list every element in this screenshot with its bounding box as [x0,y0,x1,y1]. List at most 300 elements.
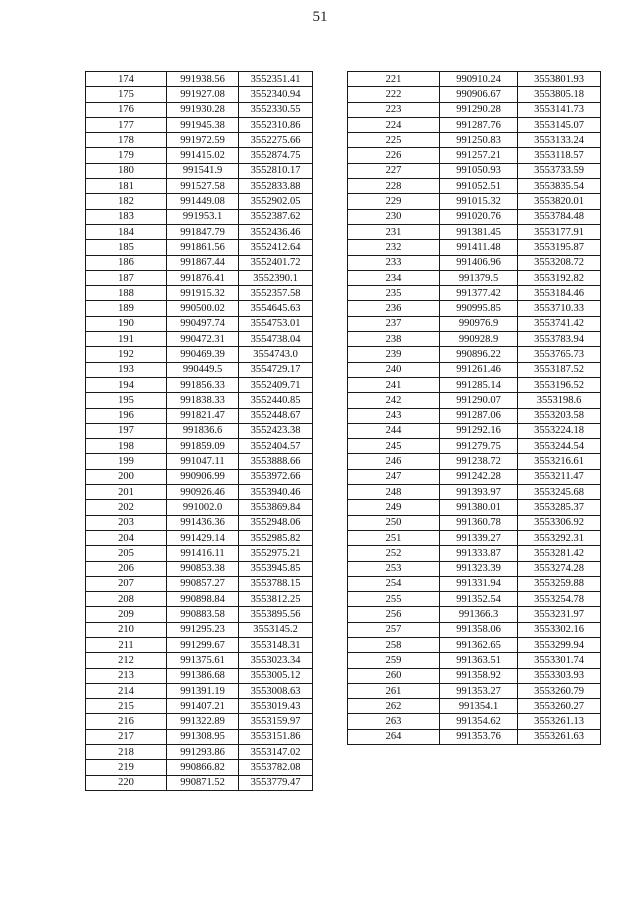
y-coordinate-cell: 3553301.74 [518,653,601,668]
x-coordinate-cell: 991406.96 [440,255,518,270]
table-row [348,454,601,469]
point-number-cell: 174 [86,72,167,87]
table-row [86,530,313,545]
point-number-cell: 183 [86,209,167,224]
table-row [86,561,313,576]
x-coordinate-cell: 991323.39 [440,561,518,576]
table-row [86,332,313,347]
x-coordinate-cell: 990866.82 [167,760,239,775]
y-coordinate-cell: 3553147.02 [239,745,313,760]
y-coordinate-cell: 3552874.75 [239,148,313,163]
y-coordinate-cell: 3553895.56 [239,607,313,622]
y-coordinate-cell: 3552423.38 [239,423,313,438]
x-coordinate-cell: 991250.83 [440,133,518,148]
point-number-cell: 179 [86,148,167,163]
point-number-cell: 230 [348,209,440,224]
point-number-cell: 235 [348,286,440,301]
point-number-cell: 254 [348,576,440,591]
x-coordinate-cell: 991379.5 [440,270,518,285]
y-coordinate-cell: 3553192.82 [518,270,601,285]
point-number-cell: 252 [348,546,440,561]
table-row [348,500,601,515]
point-number-cell: 241 [348,377,440,392]
x-coordinate-cell: 991861.56 [167,240,239,255]
table-row [348,576,601,591]
y-coordinate-cell: 3552412.64 [239,240,313,255]
point-number-cell: 192 [86,347,167,362]
table-row [348,683,601,698]
point-number-cell: 201 [86,485,167,500]
table-row [86,408,313,423]
y-coordinate-cell: 3553224.18 [518,423,601,438]
y-coordinate-cell: 3553244.54 [518,439,601,454]
table-row [86,576,313,591]
y-coordinate-cell: 3552310.86 [239,117,313,132]
y-coordinate-cell: 3553260.27 [518,699,601,714]
y-coordinate-cell: 3552436.46 [239,224,313,239]
point-number-cell: 195 [86,393,167,408]
table-row [348,622,601,637]
x-coordinate-cell: 991449.08 [167,194,239,209]
point-number-cell: 188 [86,286,167,301]
table-row [86,454,313,469]
x-coordinate-cell: 991381.45 [440,224,518,239]
y-coordinate-cell: 3552440.85 [239,393,313,408]
table-row [86,163,313,178]
x-coordinate-cell: 991393.97 [440,485,518,500]
point-number-cell: 210 [86,622,167,637]
point-number-cell: 233 [348,255,440,270]
table-row [86,423,313,438]
table-row [348,362,601,377]
y-coordinate-cell: 3553940.46 [239,485,313,500]
y-coordinate-cell: 3553779.47 [239,775,313,790]
y-coordinate-cell: 3553198.6 [518,393,601,408]
point-number-cell: 175 [86,87,167,102]
point-number-cell: 197 [86,423,167,438]
table-row [86,286,313,301]
y-coordinate-cell: 3553765.73 [518,347,601,362]
table-row [86,485,313,500]
table-row [348,240,601,255]
y-coordinate-cell: 3553008.63 [239,683,313,698]
point-number-cell: 219 [86,760,167,775]
x-coordinate-cell: 991331.94 [440,576,518,591]
point-number-cell: 232 [348,240,440,255]
point-number-cell: 240 [348,362,440,377]
y-coordinate-cell: 3553254.78 [518,592,601,607]
table-row [86,683,313,698]
point-number-cell: 212 [86,653,167,668]
point-number-cell: 181 [86,179,167,194]
table-row [86,607,313,622]
y-coordinate-cell: 3553782.08 [239,760,313,775]
x-coordinate-cell: 990472.31 [167,332,239,347]
table-row [348,546,601,561]
x-coordinate-cell: 991429.14 [167,530,239,545]
x-coordinate-cell: 991377.42 [440,286,518,301]
table-row [348,423,601,438]
x-coordinate-cell: 991407.21 [167,699,239,714]
point-number-cell: 228 [348,179,440,194]
coordinates-table-left [85,71,313,791]
y-coordinate-cell: 3554729.17 [239,362,313,377]
point-number-cell: 198 [86,439,167,454]
table-row [348,148,601,163]
point-number-cell: 204 [86,530,167,545]
table-row [348,530,601,545]
x-coordinate-cell: 991366.3 [440,607,518,622]
x-coordinate-cell: 991415.02 [167,148,239,163]
point-number-cell: 184 [86,224,167,239]
point-number-cell: 213 [86,668,167,683]
y-coordinate-cell: 3553784.48 [518,209,601,224]
point-number-cell: 251 [348,530,440,545]
y-coordinate-cell: 3553259.88 [518,576,601,591]
y-coordinate-cell: 3553145.07 [518,117,601,132]
table-row [86,362,313,377]
y-coordinate-cell: 3553285.37 [518,500,601,515]
x-coordinate-cell: 991050.93 [440,163,518,178]
y-coordinate-cell: 3552390.1 [239,270,313,285]
y-coordinate-cell: 3553184.46 [518,286,601,301]
y-coordinate-cell: 3554743.0 [239,347,313,362]
x-coordinate-cell: 991836.6 [167,423,239,438]
table-row [348,102,601,117]
point-number-cell: 182 [86,194,167,209]
point-number-cell: 263 [348,714,440,729]
y-coordinate-cell: 3553211.47 [518,469,601,484]
x-coordinate-cell: 991358.92 [440,668,518,683]
y-coordinate-cell: 3552330.55 [239,102,313,117]
x-coordinate-cell: 990871.52 [167,775,239,790]
y-coordinate-cell: 3553148.31 [239,637,313,652]
y-coordinate-cell: 3553187.52 [518,362,601,377]
x-coordinate-cell: 991856.33 [167,377,239,392]
y-coordinate-cell: 3552340.94 [239,87,313,102]
point-number-cell: 189 [86,301,167,316]
y-coordinate-cell: 3553274.28 [518,561,601,576]
x-coordinate-cell: 990928.9 [440,332,518,347]
y-coordinate-cell: 3553801.93 [518,72,601,87]
table-row [86,133,313,148]
y-coordinate-cell: 3553299.94 [518,637,601,652]
y-coordinate-cell: 3553788.15 [239,576,313,591]
point-number-cell: 222 [348,87,440,102]
x-coordinate-cell: 991047.11 [167,454,239,469]
table-row [86,179,313,194]
point-number-cell: 202 [86,500,167,515]
point-number-cell: 214 [86,683,167,698]
point-number-cell: 207 [86,576,167,591]
table-row [348,270,601,285]
x-coordinate-cell: 990906.99 [167,469,239,484]
point-number-cell: 229 [348,194,440,209]
x-coordinate-cell: 991002.0 [167,500,239,515]
point-number-cell: 262 [348,699,440,714]
y-coordinate-cell: 3552351.41 [239,72,313,87]
x-coordinate-cell: 991279.75 [440,439,518,454]
point-number-cell: 244 [348,423,440,438]
point-number-cell: 205 [86,546,167,561]
point-number-cell: 190 [86,316,167,331]
x-coordinate-cell: 991308.95 [167,729,239,744]
x-coordinate-cell: 991353.76 [440,729,518,744]
x-coordinate-cell: 991015.32 [440,194,518,209]
table-row [86,224,313,239]
table-row [86,209,313,224]
table-row [348,347,601,362]
x-coordinate-cell: 990449.5 [167,362,239,377]
x-coordinate-cell: 991290.07 [440,393,518,408]
x-coordinate-cell: 990906.67 [440,87,518,102]
table-row [86,393,313,408]
y-coordinate-cell: 3553208.72 [518,255,601,270]
x-coordinate-cell: 991333.87 [440,546,518,561]
x-coordinate-cell: 990896.22 [440,347,518,362]
x-coordinate-cell: 990995.85 [440,301,518,316]
table-row [348,592,601,607]
point-number-cell: 245 [348,439,440,454]
table-row [348,469,601,484]
x-coordinate-cell: 991867.44 [167,255,239,270]
point-number-cell: 196 [86,408,167,423]
y-coordinate-cell: 3553231.97 [518,607,601,622]
x-coordinate-cell: 991527.58 [167,179,239,194]
y-coordinate-cell: 3553023.34 [239,653,313,668]
y-coordinate-cell: 3553292.31 [518,530,601,545]
point-number-cell: 203 [86,515,167,530]
page-number: 51 [312,9,328,25]
y-coordinate-cell: 3553151.86 [239,729,313,744]
y-coordinate-cell: 3552448.67 [239,408,313,423]
point-number-cell: 238 [348,332,440,347]
x-coordinate-cell: 991386.68 [167,668,239,683]
y-coordinate-cell: 3552404.57 [239,439,313,454]
table-row [86,500,313,515]
point-number-cell: 231 [348,224,440,239]
x-coordinate-cell: 990910.24 [440,72,518,87]
point-number-cell: 206 [86,561,167,576]
point-number-cell: 249 [348,500,440,515]
coordinates-table-right [347,71,601,745]
table-row [86,240,313,255]
y-coordinate-cell: 3553835.54 [518,179,601,194]
x-coordinate-cell: 991541.9 [167,163,239,178]
x-coordinate-cell: 991411.48 [440,240,518,255]
y-coordinate-cell: 3554738.04 [239,332,313,347]
y-coordinate-cell: 3553710.33 [518,301,601,316]
x-coordinate-cell: 991927.08 [167,87,239,102]
y-coordinate-cell: 3552833.88 [239,179,313,194]
point-number-cell: 250 [348,515,440,530]
x-coordinate-cell: 991391.19 [167,683,239,698]
y-coordinate-cell: 3553805.18 [518,87,601,102]
point-number-cell: 176 [86,102,167,117]
table-row [348,224,601,239]
x-coordinate-cell: 991290.28 [440,102,518,117]
point-number-cell: 225 [348,133,440,148]
x-coordinate-cell: 991285.14 [440,377,518,392]
point-number-cell: 191 [86,332,167,347]
y-coordinate-cell: 3553303.93 [518,668,601,683]
table-row [86,699,313,714]
y-coordinate-cell: 3553141.73 [518,102,601,117]
table-row [348,133,601,148]
y-coordinate-cell: 3553145.2 [239,622,313,637]
y-coordinate-cell: 3553019.43 [239,699,313,714]
y-coordinate-cell: 3553945.85 [239,561,313,576]
table-row [348,72,601,87]
y-coordinate-cell: 3552810.17 [239,163,313,178]
x-coordinate-cell: 991353.27 [440,683,518,698]
y-coordinate-cell: 3553196.52 [518,377,601,392]
x-coordinate-cell: 990469.39 [167,347,239,362]
y-coordinate-cell: 3553972.66 [239,469,313,484]
table-row [348,699,601,714]
point-number-cell: 217 [86,729,167,744]
y-coordinate-cell: 3553005.12 [239,668,313,683]
table-row [348,515,601,530]
x-coordinate-cell: 990883.58 [167,607,239,622]
x-coordinate-cell: 991375.61 [167,653,239,668]
x-coordinate-cell: 991242.28 [440,469,518,484]
point-number-cell: 224 [348,117,440,132]
table-row [348,163,601,178]
x-coordinate-cell: 990853.38 [167,561,239,576]
table-row [348,485,601,500]
point-number-cell: 261 [348,683,440,698]
y-coordinate-cell: 3552275.66 [239,133,313,148]
x-coordinate-cell: 991261.46 [440,362,518,377]
table-row [348,179,601,194]
x-coordinate-cell: 991322.89 [167,714,239,729]
table-row [348,255,601,270]
y-coordinate-cell: 3554645.63 [239,301,313,316]
y-coordinate-cell: 3553203.58 [518,408,601,423]
table-row [86,270,313,285]
y-coordinate-cell: 3553281.42 [518,546,601,561]
y-coordinate-cell: 3553159.97 [239,714,313,729]
y-coordinate-cell: 3552409.71 [239,377,313,392]
x-coordinate-cell: 991876.41 [167,270,239,285]
y-coordinate-cell: 3553195.87 [518,240,601,255]
point-number-cell: 247 [348,469,440,484]
x-coordinate-cell: 991362.65 [440,637,518,652]
y-coordinate-cell: 3552948.06 [239,515,313,530]
table-row [86,301,313,316]
table-row [86,637,313,652]
y-coordinate-cell: 3553118.57 [518,148,601,163]
point-number-cell: 194 [86,377,167,392]
y-coordinate-cell: 3553741.42 [518,316,601,331]
x-coordinate-cell: 991380.01 [440,500,518,515]
x-coordinate-cell: 991847.79 [167,224,239,239]
table-row [86,653,313,668]
point-number-cell: 177 [86,117,167,132]
y-coordinate-cell: 3552975.21 [239,546,313,561]
point-number-cell: 243 [348,408,440,423]
point-number-cell: 253 [348,561,440,576]
x-coordinate-cell: 990926.46 [167,485,239,500]
y-coordinate-cell: 3552357.58 [239,286,313,301]
x-coordinate-cell: 990497.74 [167,316,239,331]
table-row [86,377,313,392]
table-row [86,515,313,530]
point-number-cell: 208 [86,592,167,607]
point-number-cell: 199 [86,454,167,469]
point-number-cell: 178 [86,133,167,148]
x-coordinate-cell: 991945.38 [167,117,239,132]
x-coordinate-cell: 991416.11 [167,546,239,561]
table-row [348,87,601,102]
x-coordinate-cell: 990898.84 [167,592,239,607]
x-coordinate-cell: 991052.51 [440,179,518,194]
y-coordinate-cell: 3553888.66 [239,454,313,469]
x-coordinate-cell: 990500.02 [167,301,239,316]
table-row [86,775,313,790]
point-number-cell: 193 [86,362,167,377]
table-row [348,393,601,408]
point-number-cell: 216 [86,714,167,729]
x-coordinate-cell: 991930.28 [167,102,239,117]
table-row [86,546,313,561]
table-row [86,148,313,163]
x-coordinate-cell: 991287.76 [440,117,518,132]
table-row [86,729,313,744]
point-number-cell: 236 [348,301,440,316]
table-row [86,347,313,362]
x-coordinate-cell: 991257.21 [440,148,518,163]
point-number-cell: 256 [348,607,440,622]
point-number-cell: 255 [348,592,440,607]
x-coordinate-cell: 991293.86 [167,745,239,760]
y-coordinate-cell: 3553260.79 [518,683,601,698]
table-row [348,668,601,683]
table-row [348,301,601,316]
point-number-cell: 220 [86,775,167,790]
point-number-cell: 259 [348,653,440,668]
y-coordinate-cell: 3553302.16 [518,622,601,637]
x-coordinate-cell: 991972.59 [167,133,239,148]
table-row [86,592,313,607]
point-number-cell: 215 [86,699,167,714]
y-coordinate-cell: 3554753.01 [239,316,313,331]
x-coordinate-cell: 991354.1 [440,699,518,714]
table-row [348,377,601,392]
table-row [86,439,313,454]
table-row [86,745,313,760]
y-coordinate-cell: 3553245.68 [518,485,601,500]
point-number-cell: 209 [86,607,167,622]
y-coordinate-cell: 3552401.72 [239,255,313,270]
table-row [348,332,601,347]
point-number-cell: 180 [86,163,167,178]
table-row [348,408,601,423]
y-coordinate-cell: 3553812.25 [239,592,313,607]
point-number-cell: 260 [348,668,440,683]
x-coordinate-cell: 991354.62 [440,714,518,729]
x-coordinate-cell: 990857.27 [167,576,239,591]
y-coordinate-cell: 3552387.62 [239,209,313,224]
x-coordinate-cell: 991915.32 [167,286,239,301]
table-row [348,316,601,331]
x-coordinate-cell: 990976.9 [440,316,518,331]
x-coordinate-cell: 991299.67 [167,637,239,652]
y-coordinate-cell: 3553261.63 [518,729,601,744]
table-row [86,255,313,270]
table-row [348,439,601,454]
